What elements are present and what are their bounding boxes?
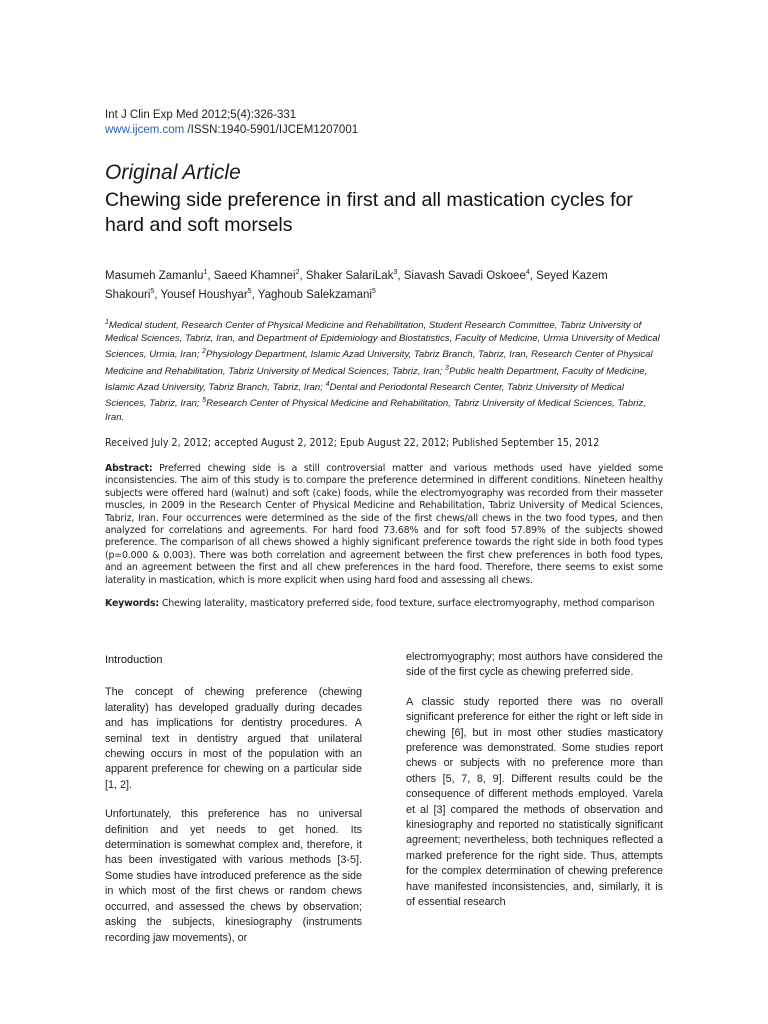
affiliations: $^1$Medical student, Research Center of Physical Medicine and Rehabilitation, Student Research Committee, Tabriz University of Medical Sciences, Tabriz, Iran, and Department of Epidemiology and Biostatistics, Faculty of Medicine, Urmia University of Medical Sciences, Urmia, Iran; $^2$Physiology Department, Islamic Azad University, Tabriz Branch, Tabriz, Iran, Research Center of Physical Medicine and Rehabilitation, Tabriz University of Medical Sciences, Tabriz, Iran; $^3$Public health Department, Faculty of Medicine, Islamic Azad University, Tabriz Branch, Tabriz, Iran; $^4$Dental and Periodontal Research Center, Tabriz University of Medical Sciences, Tabriz, Iran; $^5$Research Center of Physical Medicine and Rehabilitation, Tabriz University of Medical Sciences, Tabriz, Iran. xyxy=(105,318,660,423)
keywords xyxy=(105,598,663,610)
article-header xyxy=(105,108,663,610)
affiliation-number: 2 xyxy=(202,348,206,356)
keywords-text: Chewing laterality, masticatory preferred side, food texture, surface electromyography, method comparison xyxy=(158,598,655,610)
paragraph: The concept of chewing preference (chewing laterality) has developed gradually during decades and has implications for dentistry procedures. A seminal text in dentistry argued that unilateral chewing occurs in most of the population with an apparent preference for chewing on a particular side [1, 2]. xyxy=(105,686,362,791)
author-affiliation-mark: 2 xyxy=(295,269,300,276)
abstract-text: Preferred chewing side is a still controversial matter and various methods used have yielded some inconsistencies. The aim of this study is to compare the preference determined in different conditions. Nineteen healthy subjects were offered hard (walnut) and soft (cake) foods, while the electromyography was recorded from their masseter muscles, in 2009 in the Research Center of Physical Medicine and Rehabilitation, Tabriz University of Medical Sciences, Tabriz, Iran. Four occurrences were determined as the side of the first chews/all chews in the two food types, and then analyzed for correlations and agreements. For hard food 73.68% and for soft food 57.89% of the subjects showed preference. The comparison of all chews showed a highly significant preference towards the right side in both food types (p=0.000 & 0.003). There was both correlation and agreement between the first chew preferences in both food types, and an agreement between the first and all chew preferences in the hard food. Therefore, there seems to exist some laterality in mastication, which is more explicit when using hard food and assessing all chews. xyxy=(105,463,663,586)
author-affiliation-mark: 4 xyxy=(525,269,530,276)
left-column xyxy=(105,650,362,960)
author-name: Seyed Kazem Shakouri xyxy=(105,269,608,301)
affiliation-number: 5 xyxy=(202,397,207,405)
paragraph: Unfortunately, this preference has no universal definition and yet needs to get honed. Its determination is somewhat complex and, therefore, it has been investigated with various methods [3-5]. Some studies have introduced preference as the side in which most of the first chews or random chews occurred, and assessed the chews by observation; asking the subjects, kinesiography (instruments recording jaw movements), or xyxy=(105,808,362,944)
author-name: Yousef Houshyar xyxy=(160,288,248,301)
keywords-label: Keywords: xyxy=(105,598,159,610)
journal-url-link[interactable]: www.ijcem.com xyxy=(105,124,185,136)
right-column xyxy=(406,650,663,960)
paragraph: electromyography; most authors have considered the side of the first cycle as chewing preferred side. xyxy=(406,651,663,679)
author-name: Saeed Khamnei xyxy=(213,269,296,282)
author-affiliation-mark: 5 xyxy=(150,287,155,295)
author-affiliation-mark: 5 xyxy=(247,287,252,295)
author-name: Shaker SalariLak xyxy=(305,269,394,282)
author-list: Masumeh Zamanlu$^1$, Saeed Khamnei$^2$, Shaker SalariLak$^3$, Siavash Savadi Oskoee$^4$, Seyed Kazem Shakouri$^5$, Yousef Houshyar$^5$, Yaghoub Salekzamani$^5$ xyxy=(105,269,608,301)
article-type: Original Article xyxy=(105,161,241,184)
affiliation-number: 3 xyxy=(445,364,449,372)
journal-issn: /ISSN:1940-5901/IJCEM1207001 xyxy=(184,124,359,136)
journal-info xyxy=(105,108,663,138)
author-affiliation-mark: 5 xyxy=(371,287,376,295)
journal-citation: Int J Clin Exp Med 2012;5(4):326-331 xyxy=(105,109,297,121)
author-name: Masumeh Zamanlu xyxy=(105,269,204,282)
affiliation-number: 1 xyxy=(105,318,109,326)
author-name: Yaghoub Salekzamani xyxy=(257,288,372,301)
author-affiliation-mark: 1 xyxy=(203,269,208,276)
body-columns xyxy=(105,650,663,960)
paragraph: A classic study reported there was no overall significant preference for either the right or left side in chewing [6], but in most other studies masticatory preference was demonstrated. Some studies report chews or subjects with no preference more than others [5, 7, 8, 9]. Different results could be the consequence of different methods employed. Varela et al [3] compared the methods of observation and kinesiography and reported no statistically significant agreement; nevertheless, both techniques reflected a marked preference for the right side. Thus, attempts for the complex determination of chewing preference have manifested inconsistencies, and, similarly, it is of essential research xyxy=(406,695,663,909)
author-name: Siavash Savadi Oskoee xyxy=(403,269,526,282)
section-heading-introduction: Introduction xyxy=(105,654,163,666)
journal-url-line xyxy=(105,123,663,138)
author-affiliation-mark: 3 xyxy=(393,269,398,276)
affiliation-number: 4 xyxy=(325,381,330,389)
article-title: Chewing side preference in first and all mastication cycles for hard and soft morsels xyxy=(105,189,633,236)
abstract-label: Abstract: xyxy=(105,463,153,475)
publication-dates: Received July 2, 2012; accepted August 2, 2012; Epub August 22, 2012; Published September 15, 2012 xyxy=(105,437,600,450)
abstract xyxy=(105,463,663,587)
